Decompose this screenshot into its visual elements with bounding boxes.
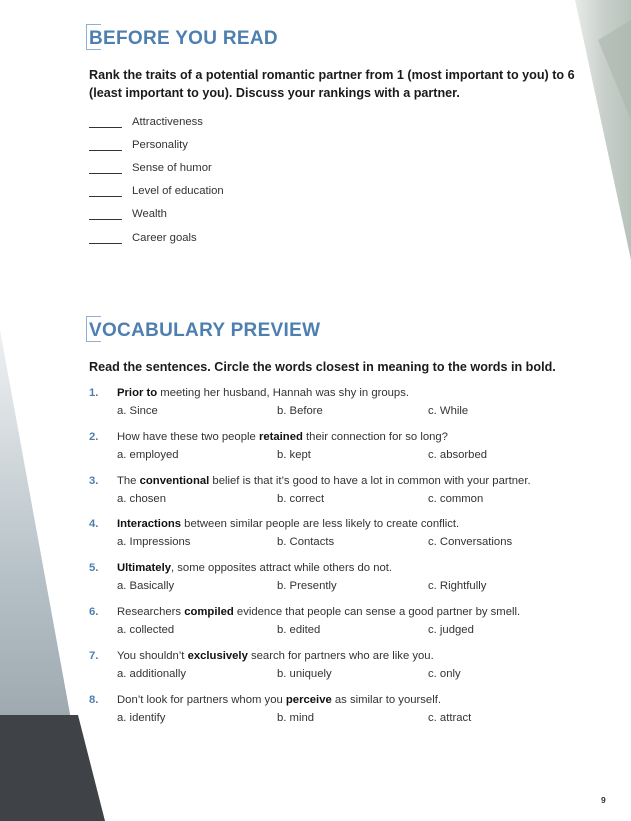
choice-a[interactable]: a. employed [117,448,179,461]
rank-blank-field[interactable] [89,116,122,128]
vocab-question [89,387,569,431]
question-sentence: Researchers compiled evidence that people can sense a good partner by smell. [117,605,521,618]
choice-c[interactable]: c. common [428,492,484,505]
choice-c[interactable]: c. judged [428,623,474,636]
question-number: 6. [89,605,99,618]
before-you-read-title: BEFORE YOU READ [89,28,278,49]
vocab-question [89,606,569,650]
question-number: 3. [89,474,99,487]
choice-a[interactable]: a. identify [117,711,166,724]
question-number: 2. [89,430,99,443]
question-sentence: How have these two people retained their connection for so long? [117,430,448,443]
bold-word: exclusively [187,649,248,662]
choice-b[interactable]: b. edited [277,623,321,636]
bold-word: Ultimately [117,562,171,575]
trait-label: Level of education [132,185,224,198]
vocabulary-preview-instructions: Read the sentences. Circle the words closest in meaning to the words in bold. [89,360,556,374]
vocabulary-question-list [89,387,569,737]
question-number: 5. [89,562,99,575]
bold-word: Interactions [117,518,182,531]
choice-c[interactable]: c. attract [428,711,472,724]
trait-item [89,203,224,226]
rank-blank-field[interactable] [89,232,122,244]
vocab-question [89,562,569,606]
trait-item [89,226,224,249]
rank-blank-field[interactable] [89,185,122,197]
question-sentence: The conventional belief is that it’s good to have a lot in common with your partner. [117,474,531,487]
choice-b[interactable]: b. Before [277,405,323,417]
choice-c[interactable]: c. While [428,405,469,417]
rank-blank-field[interactable] [89,208,122,220]
rank-blank-field[interactable] [89,139,122,151]
trait-label: Personality [132,138,188,151]
choice-a[interactable]: a. additionally [117,667,187,680]
vocab-question [89,694,569,738]
question-number: 1. [89,387,99,399]
choice-b[interactable]: b. Presently [277,580,337,593]
bold-word: compiled [184,605,234,618]
trait-label: Attractiveness [132,115,203,128]
bold-word: retained [258,430,303,443]
choice-b[interactable]: b. uniquely [277,667,332,680]
question-sentence: Interactions between similar people are less likely to create conflict. [117,518,460,531]
trait-label: Sense of humor [132,161,212,174]
choice-c[interactable]: c. absorbed [428,448,488,461]
question-sentence: Prior to meeting her husband, Hannah was shy in groups. [117,387,409,399]
vocab-question [89,650,569,694]
choice-b[interactable]: b. mind [277,711,315,724]
choice-a[interactable]: a. Since [117,405,158,417]
vocabulary-preview-title: VOCABULARY PREVIEW [89,320,321,341]
trait-item [89,133,224,156]
choice-a[interactable]: a. Impressions [117,536,191,549]
choice-b[interactable]: b. correct [277,492,325,505]
trait-ranking-list [89,110,224,249]
bold-word: perceive [285,693,332,706]
trait-label: Wealth [132,208,167,221]
choice-a[interactable]: a. Basically [117,580,175,593]
trait-item [89,180,224,203]
vocab-question [89,475,569,519]
question-number: 8. [89,693,99,706]
page-number: 9 [601,795,606,805]
choice-c[interactable]: c. only [428,667,461,680]
choice-c[interactable]: c. Rightfully [428,580,487,593]
question-sentence: You shouldn’t exclusively search for partners who are like you. [117,649,434,662]
rank-blank-field[interactable] [89,162,122,174]
choice-b[interactable]: b. kept [277,448,311,461]
question-sentence: Don’t look for partners whom you perceive as similar to yourself. [117,693,442,706]
bold-word: Prior to [117,387,158,399]
bold-word: conventional [139,474,210,487]
trait-item [89,156,224,179]
question-number: 7. [89,649,99,662]
trait-label: Career goals [132,231,197,244]
choice-b[interactable]: b. Contacts [277,536,335,549]
choice-a[interactable]: a. chosen [117,492,166,505]
before-you-read-instructions: Rank the traits of a potential romantic partner from 1 (most important to you) to 6 (least important to you). Discuss your rankings with a partner. [89,68,575,100]
vocab-question [89,518,569,562]
trait-item [89,110,224,133]
question-number: 4. [89,518,99,531]
choice-a[interactable]: a. collected [117,623,175,636]
choice-c[interactable]: c. Conversations [428,536,513,549]
question-sentence: Ultimately, some opposites attract while others do not. [117,562,393,575]
vocab-question [89,431,569,475]
